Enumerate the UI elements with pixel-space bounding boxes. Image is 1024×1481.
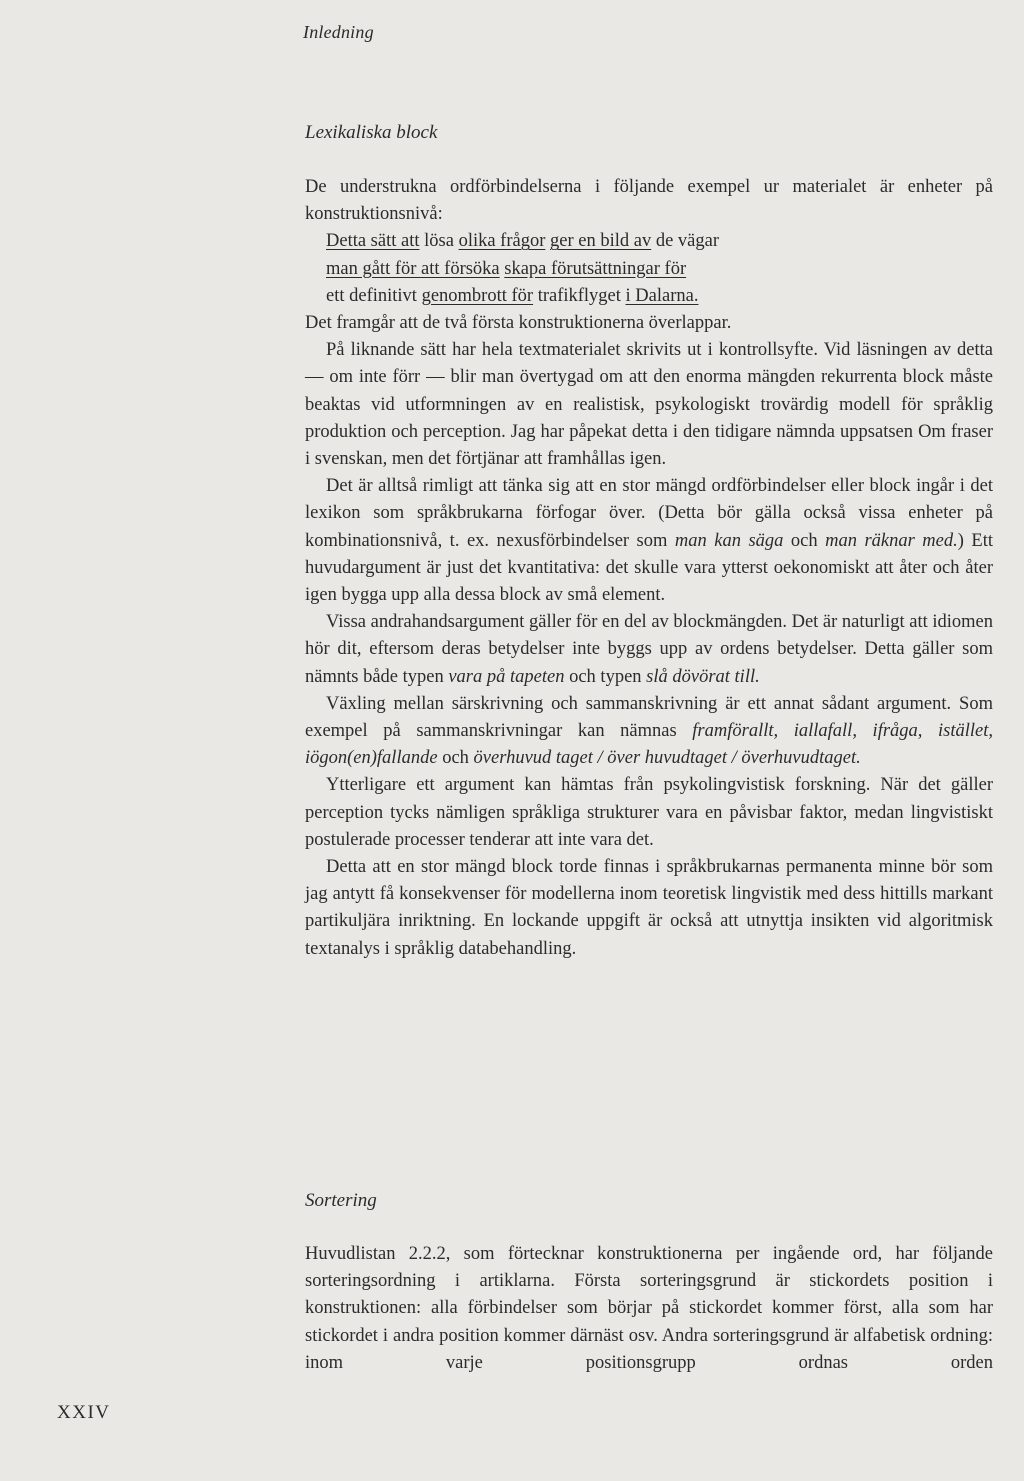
underlined-phrase: Detta sätt att [326, 231, 420, 252]
paragraph-sortering: Huvudlistan 2.2.2, som förtecknar konstruktionerna per ingående ord, har följande sorteringsordning i artiklarna. Första sorteringsgrund är stickordets position i konstruktionen: alla förbindelser som börjar på stickordet kommer först, alla som har stickordet i andra position kommer därnäst osv. Andra sorteringsgrund är alfabetisk ordning: inom varje positionsgrupp ordnas orden [305, 1244, 993, 1373]
underlined-phrase: olika frågor [458, 231, 546, 252]
running-head: Inledning [303, 22, 374, 42]
underlined-phrase: i Dalarna. [625, 285, 699, 306]
underlined-phrase: man gått för att försöka [326, 258, 500, 279]
example-line-2 [305, 256, 993, 283]
paragraph-text: och [783, 530, 826, 551]
overlap-note: Det framgår att de två första konstruktionerna överlappar. [305, 313, 732, 334]
paragraph-text: Vissa andrahandsargument gäller för en del av blockmängden. Det är naturligt att idiomen hör dit, eftersom deras betydelser inte byggs upp av ordens betydelser. Detta gäller som nämnts både typen [305, 612, 993, 687]
paragraph-text: Växling mellan särskrivning och sammanskrivning är ett annat sådant argument. Som exempel på sammanskrivningar kan nämnas [305, 693, 993, 742]
paragraph-6: Detta att en stor mängd block torde finnas i språkbrukarnas permanenta minne bör som jag antytt få konsekvenser för modellerna inom teoretisk lingvistik med dess hittills markant partikuljära inriktning. En lockande uppgift är också att utnyttja insikten vid algoritmisk textanalys i språklig databehandling. [305, 857, 993, 959]
paragraph-text: Det är alltså rimligt att tänka sig att en stor mängd ordförbindelser eller block ingår i det lexikon som språkbrukarna förfogar över. (Detta bör gälla också vissa enheter på kombinationsnivå, t. ex. nexusförbindelser som [305, 476, 993, 551]
paragraph-5: Ytterligare ett argument kan hämtas från psykolingvistisk forskning. När det gäller perception tycks nämligen språkliga strukturer vara en påvisbar faktor, medan lingvistiskt postulerade processer tenderar att inte vara det. [305, 775, 993, 850]
section-heading-sortering: Sortering [305, 1190, 377, 1211]
italic-example: vara på tapeten [448, 666, 565, 687]
paragraph-2 [305, 473, 993, 609]
example-line-1 [305, 228, 993, 255]
intro-paragraph: De understrukna ordförbindelserna i följande exempel ur materialet är enheter på konstruktionsnivå: [305, 177, 993, 225]
underlined-phrase: skapa förutsättningar för [504, 258, 687, 279]
example-line-3 [305, 283, 993, 310]
paragraph-1: På liknande sätt har hela textmaterialet skrivits ut i kontrollsyfte. Vid läsningen av detta — om inte förr — blir man övertygad om att den enorma mängden rekurrenta block måste beaktas vid utformningen av en realistisk, psykologiskt trovärdig modell för språklig produktion och perception. Jag har påpekat detta i den tidigare nämnda uppsatsen Om fraser i svenskan, men det förtjänar att framhållas igen. [305, 340, 993, 470]
section-body-lexikaliska-block [305, 174, 993, 963]
section-body-sortering [305, 1241, 993, 1377]
italic-example: man kan säga [674, 530, 784, 551]
paragraph-4 [305, 691, 993, 773]
example-text: trafikflyget [533, 285, 626, 306]
paragraph-text: och typen [564, 666, 647, 687]
underlined-phrase: genombrott för [421, 285, 534, 306]
example-text: ett definitivt [326, 285, 422, 306]
page-number: XXIV [57, 1402, 111, 1423]
underlined-phrase: ger en bild av [550, 231, 652, 252]
italic-example: framförallt, iallafall, ifråga, istället, iögon(en)fallande [305, 721, 994, 769]
italic-example: överhuvud taget / över huvudtaget / överhuvudtaget. [473, 748, 861, 769]
paragraph-3 [305, 609, 993, 691]
example-text: lösa [419, 231, 459, 252]
italic-example: man räknar med. [825, 530, 958, 551]
italic-example: slå dövörat till. [646, 666, 760, 687]
section-heading-lexikaliska-block: Lexikaliska block [305, 122, 438, 143]
paragraph-text: ) Ett huvudargument är just det kvantitativa: det skulle vara ytterst oekonomiskt att åter och åter igen bygga upp alla dessa block av små element. [305, 530, 993, 606]
paragraph-text: och [437, 748, 474, 769]
example-text: de vägar [651, 231, 719, 252]
